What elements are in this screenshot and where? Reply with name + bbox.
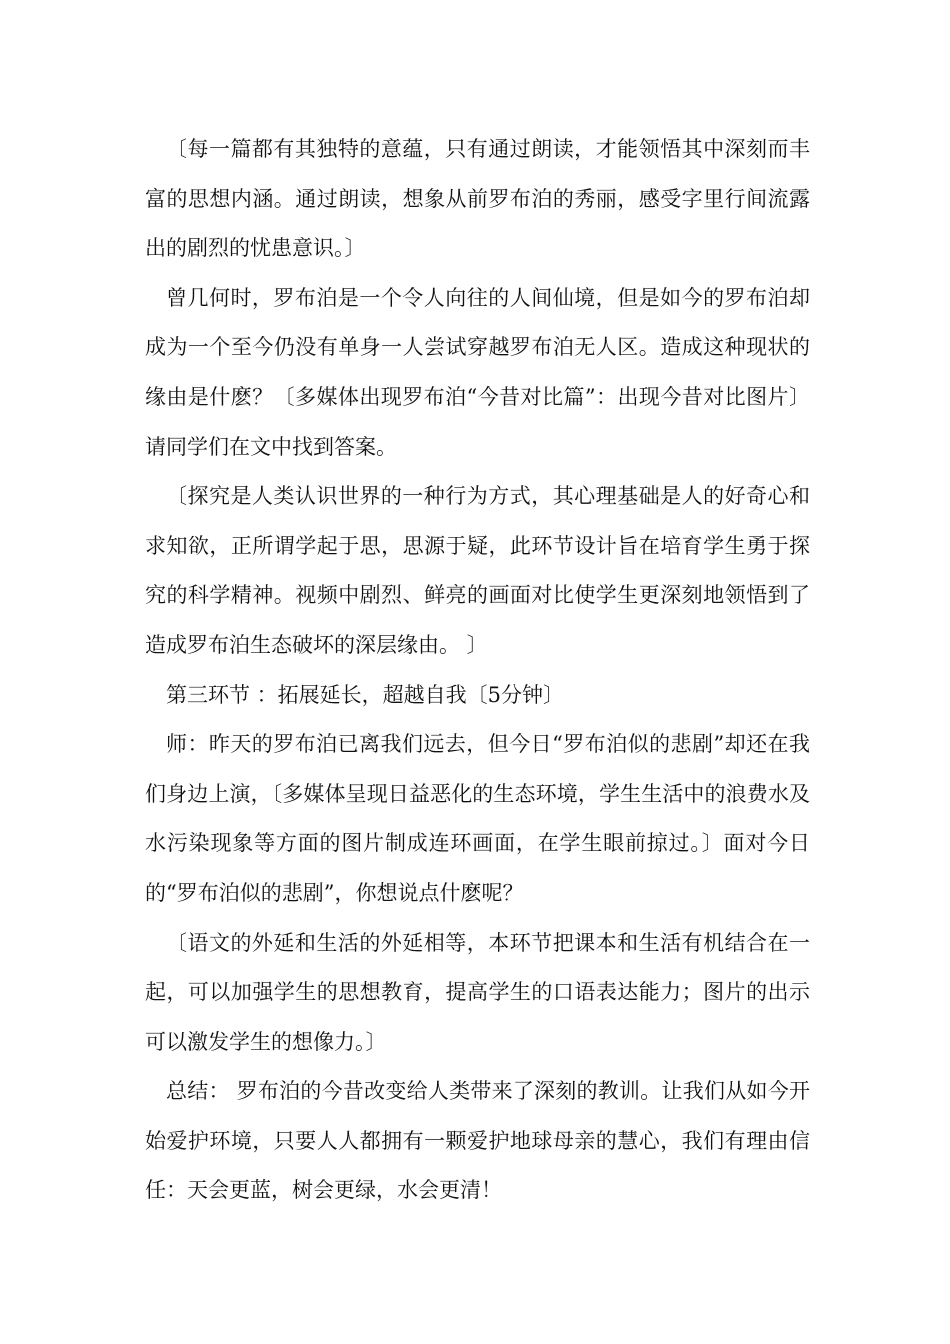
paragraph-extension-note: 〔语文的外延和生活的外延相等，本环节把课本和生活有机结合在一起，可以加强学生的思想教育，提高学生的口语表达能力；图片的出示可以激发学生的想像力。〕 (145, 930, 810, 1054)
document-body (145, 125, 810, 1216)
paragraph-lop-nur-question: 曾几何时，罗布泊是一个令人向往的人间仙境，但是如今的罗布泊却成为一个至今仍没有单身一人尝试穿越罗布泊无人区。造成这种现状的缘由是什麽？〔多媒体出现罗布泊“今昔对比篇”：出现今昔对比图片〕请同学们在文中找到答案。 (145, 285, 810, 459)
section-heading-stage-three: 第三环节 ：拓展延长，超越自我〔5分钟〕 (166, 682, 565, 707)
paragraph-teacher-speech: 师：昨天的罗布泊已离我们远去，但今日“罗布泊似的悲剧”却还在我们身边上演，〔多媒体呈现日益恶化的生态环境，学生生活中的浪费水及水污染现象等方面的图片制成连环画面，在学生眼前掠过。〕面对今日的“罗布泊似的悲剧”，你想说点什麽呢？ (145, 732, 810, 905)
paragraph-reading-note: 〔每一篇都有其独特的意蕴，只有通过朗读，才能领悟其中深刻而丰富的思想内涵。通过朗读，想象从前罗布泊的秀丽，感受字里行间流露出的剧烈的忧患意识。〕 (145, 137, 810, 261)
paragraph-inquiry-note: 〔探究是人类认识世界的一种行为方式，其心理基础是人的好奇心和求知欲，正所谓学起于思，思源于疑，此环节设计旨在培育学生勇于探究的科学精神。视频中剧烈、鲜亮的画面对比使学生更深刻地领悟到了造成罗布泊生态破坏的深层缘由。 〕 (145, 484, 810, 657)
paragraph-summary: 总结： 罗布泊的今昔改变给人类带来了深刻的教训。让我们从如今开始爱护环境，只要人人都拥有一颗爱护地球母亲的慧心，我们有理由信任：天会更蓝，树会更绿，水会更清！ (145, 1079, 810, 1203)
